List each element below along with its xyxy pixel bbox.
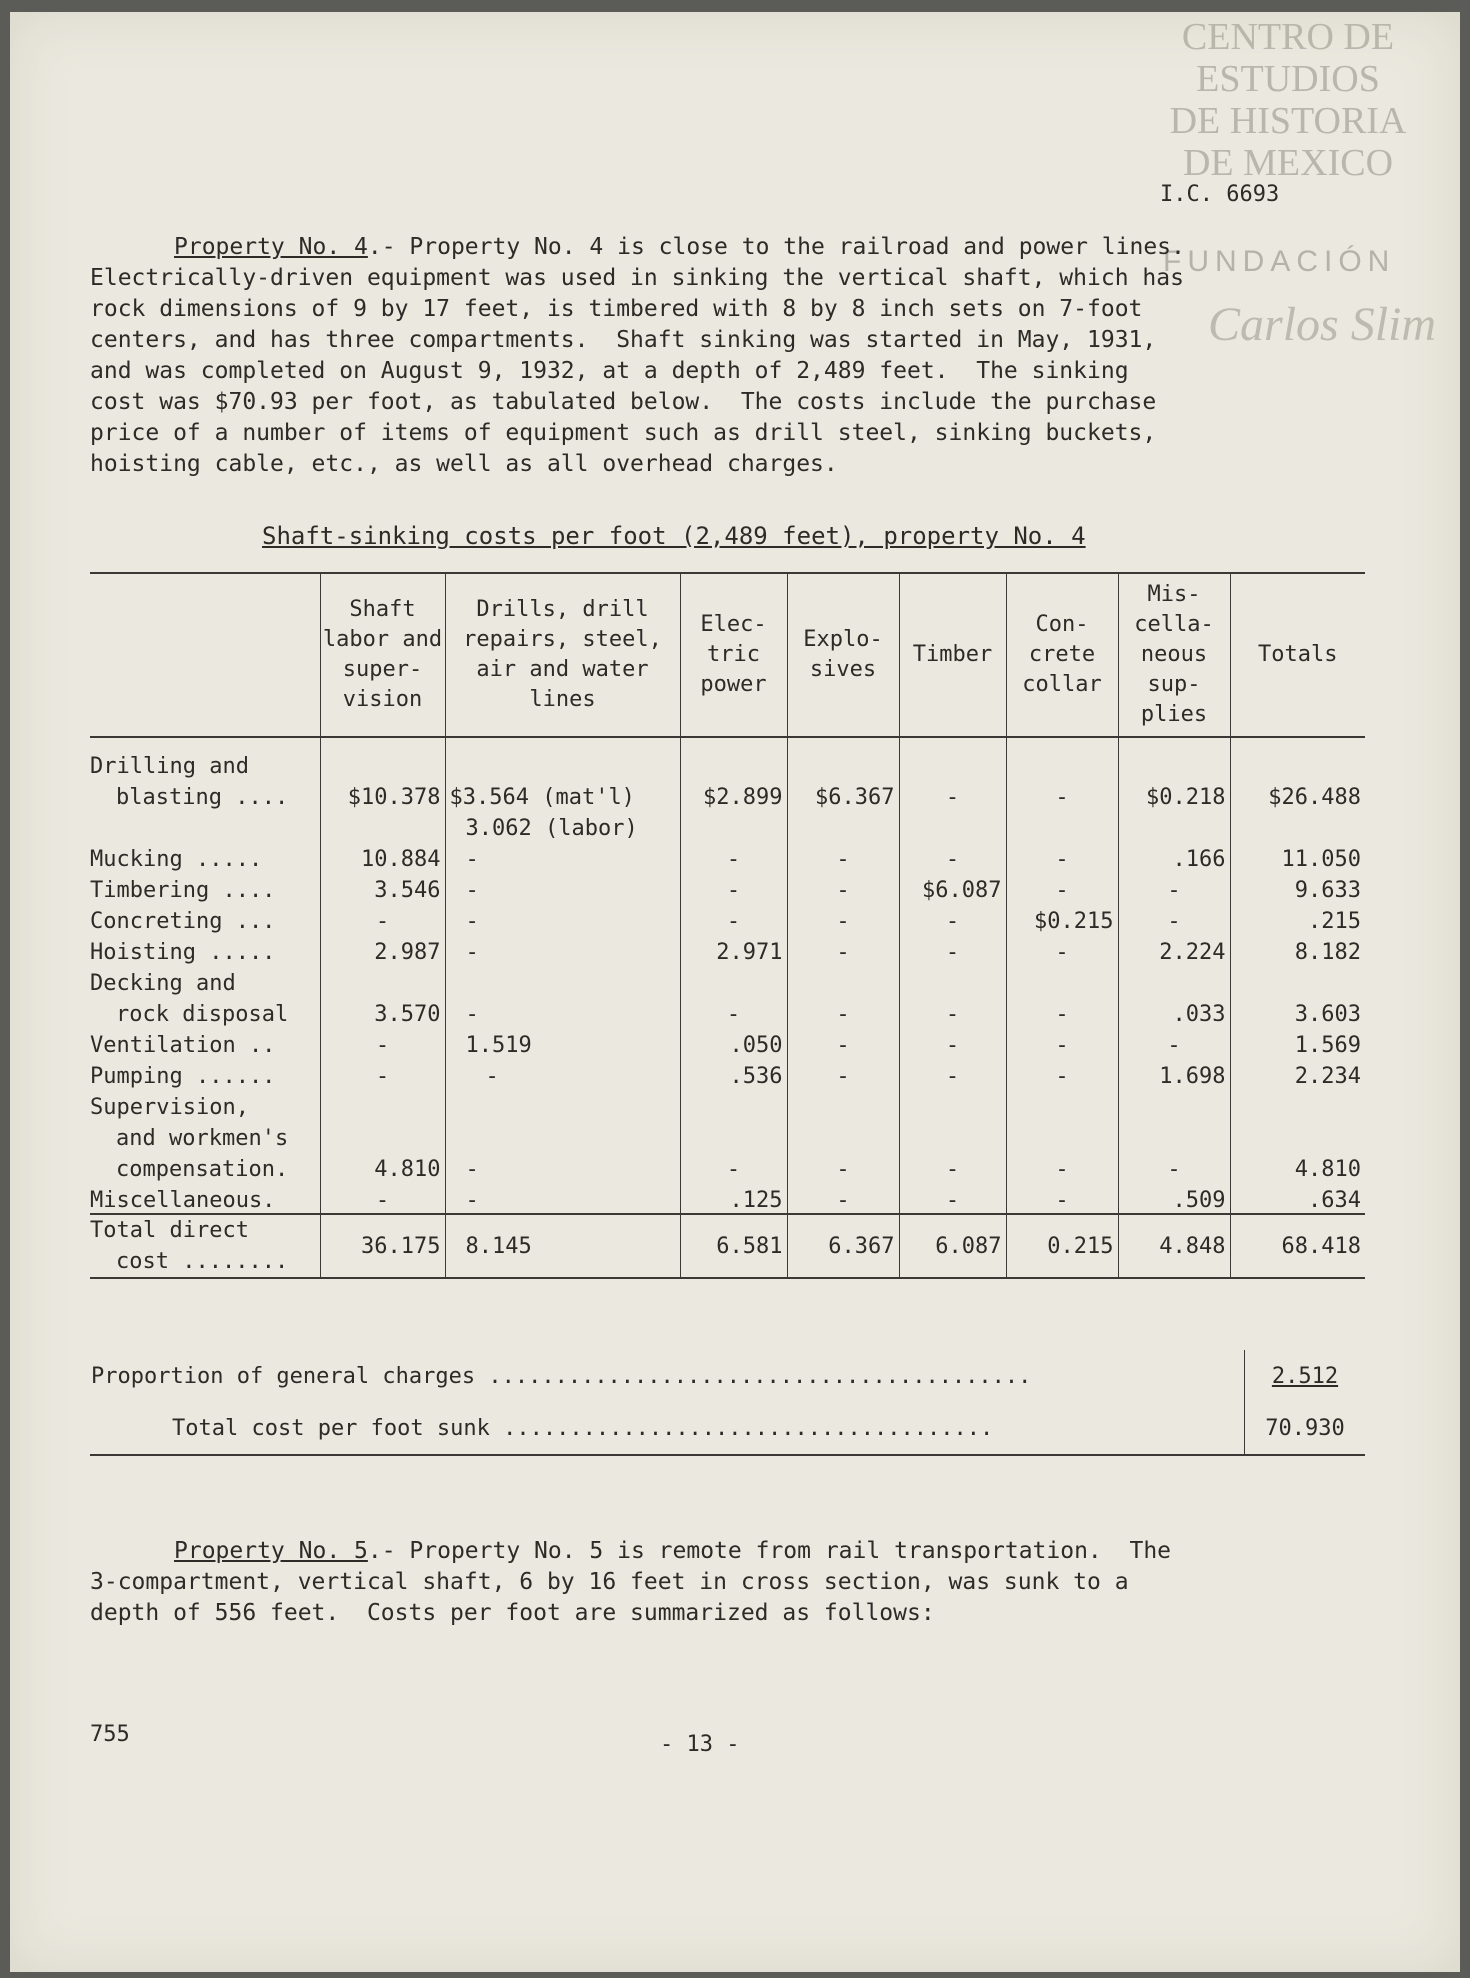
table-cell: - [680,872,787,903]
row-label: Hoisting ..... [90,940,276,965]
table-cell: 8.182 [1230,934,1365,965]
row-label-text: cost ........ [116,1249,289,1274]
column-header: Shaft labor and super-vision [320,573,445,737]
table-cell: 3.546 [320,872,445,903]
paragraph-line-text: .- Property No. 4 is close to the railroad and power lines. [367,234,1185,260]
page-number: - 13 - [660,1732,740,1757]
table-cell: - [320,903,445,934]
paragraph-line [90,1536,1400,1567]
paragraph-line-text: .- Property No. 5 is remote from rail transportation. The [367,1538,1172,1564]
total-cost-row [90,1402,1365,1455]
table-cell: 4.848 [1118,1214,1230,1278]
table-cell: - [1118,1151,1230,1182]
cost-table [90,572,1365,1279]
row-label: Mucking ..... [90,847,263,872]
stamp-line: DE MEXICO [1182,142,1394,184]
table-cell: - [899,1027,1006,1058]
table-cell: - [445,1058,680,1089]
table-cell: $6.087 [899,872,1006,903]
table-cell: - [445,996,680,1027]
row-label-text: rock disposal [116,1002,289,1027]
summary-value [1245,1350,1366,1402]
table-row [90,903,1365,934]
table-row [90,1027,1365,1058]
row-label: Ventilation .. [90,1033,276,1058]
stamp-signature: Carlos Slim [1208,298,1437,351]
paragraph-line: centers, and has three compartments. Shaft sinking was started in May, 1931, [90,327,1157,353]
table-cell: 68.418 [1230,1214,1365,1278]
table-cell: 0.215 [1006,1214,1118,1278]
row-label-text: Total direct [90,1218,249,1243]
table-cell: - [899,779,1006,810]
table-cell: .634 [1230,1182,1365,1214]
table-cell: - [787,1182,899,1214]
table-cell: - [445,872,680,903]
table-cell: - [899,841,1006,872]
table-cell: - [787,1151,899,1182]
table-cell: - [787,903,899,934]
row-label-text: and workmen's [116,1126,289,1151]
table-cell: - [320,1058,445,1089]
table-cell: 4.810 [320,1151,445,1182]
table-cell: 1.519 [445,1027,680,1058]
table-cell: - [1006,841,1118,872]
table-cell: - [445,1151,680,1182]
document-page [10,12,1460,1972]
paragraph-line: and was completed on August 9, 1932, at a depth of 2,489 feet. The sinking [90,358,1129,384]
row-label: Decking and [90,971,236,996]
table-cell: - [680,903,787,934]
table-cell: - [1006,1027,1118,1058]
row-label-text: blasting .... [116,785,289,810]
column-header: Totals [1230,573,1365,737]
table-cell: - [445,934,680,965]
stamp-line: CENTRO DE [1181,16,1395,58]
row-label [90,996,320,1027]
stamp-subtitle: FUNDACIÓN [1163,245,1396,278]
column-header: Timber [899,573,1006,737]
table-cell: - [1118,872,1230,903]
row-label: Concreting ... [90,909,276,934]
table-cell: 2.971 [680,934,787,965]
table-row [90,779,1365,810]
table-cell: 2.234 [1230,1058,1365,1089]
table-cell: .166 [1118,841,1230,872]
table-row [90,1089,1365,1120]
table-cell: - [445,841,680,872]
table-cell: - [680,1151,787,1182]
table-cell: - [899,1151,1006,1182]
table-cell: 3.570 [320,996,445,1027]
table-cell: $6.367 [787,779,899,810]
table-cell: - [1118,1027,1230,1058]
paragraph-line: rock dimensions of 9 by 17 feet, is timbered with 8 by 8 inch sets on 7-foot [90,296,1143,322]
general-charges-row [90,1350,1365,1402]
row-label [90,1151,320,1182]
paragraph-line [90,232,1400,263]
table-cell: - [899,934,1006,965]
paragraph-line: cost was $70.93 per foot, as tabulated below. The costs include the purchase [90,389,1157,415]
table-cell: 8.145 [445,1214,680,1278]
table-cell: .125 [680,1182,787,1214]
summary-table [90,1350,1365,1456]
document-code: I.C. 6693 [1160,182,1280,207]
paragraph-line: 3-compartment, vertical shaft, 6 by 16 feet in cross section, was sunk to a [90,1569,1129,1595]
table-cell: - [680,996,787,1027]
summary-label: Total cost per foot sunk ..................................... [90,1402,1245,1455]
table-cell: - [1006,934,1118,965]
table-cell: .050 [680,1027,787,1058]
table-row [90,748,1365,779]
table-cell: - [899,903,1006,934]
table-cell: - [445,1182,680,1214]
table-cell: 3.603 [1230,996,1365,1027]
table-cell: $3.564 (mat'l) [445,779,680,810]
table-cell: .033 [1118,996,1230,1027]
property-5-heading: Property No. 5 [174,1538,368,1564]
row-label: Miscellaneous. [90,1188,276,1213]
property-5-paragraph [90,1536,1400,1629]
property-4-heading: Property No. 4 [174,234,368,260]
table-row [90,1151,1365,1182]
table-header-row [90,573,1365,737]
table-cell: 6.581 [680,1214,787,1278]
row-label: Pumping ...... [90,1064,276,1089]
table-row [90,965,1365,996]
table-cell: .509 [1118,1182,1230,1214]
column-header: Con-crete collar [1006,573,1118,737]
table-row [90,841,1365,872]
stamp-line: DE HISTORIA [1169,100,1407,142]
table-cell: 9.633 [1230,872,1365,903]
table-cell: - [1006,872,1118,903]
table-cell: - [787,1027,899,1058]
table-cell: 6.367 [787,1214,899,1278]
table-cell: 10.884 [320,841,445,872]
table-cell: $2.899 [680,779,787,810]
table-cell: - [445,903,680,934]
column-header: Explo-sives [787,573,899,737]
row-label-text: compensation. [116,1157,289,1182]
summary-value-text: 2.512 [1271,1363,1339,1389]
row-label: Timbering .... [90,878,276,903]
table-cell: $26.488 [1230,779,1365,810]
summary-value: 70.930 [1245,1402,1366,1455]
column-header: Mis-cella-neous sup-plies [1118,573,1230,737]
table-cell: - [1006,779,1118,810]
table-cell: - [1006,996,1118,1027]
table-row [90,1182,1365,1214]
summary-label: Proportion of general charges ......................................... [91,1363,1032,1389]
column-header: Drills, drill repairs, steel, air and water lines [445,573,680,737]
table-cell: 2.987 [320,934,445,965]
table-cell: - [787,841,899,872]
table-cell: - [1118,903,1230,934]
table-cell: - [1006,1058,1118,1089]
paragraph-line: Electrically-driven equipment was used in sinking the vertical shaft, which has [90,265,1184,291]
table-cell: 3.062 (labor) [445,810,680,841]
table-cell: .215 [1230,903,1365,934]
table-cell: $0.218 [1118,779,1230,810]
column-header [90,573,320,737]
row-label: Supervision, [90,1095,249,1120]
row-label [90,1120,320,1151]
table-cell: - [787,1058,899,1089]
table-cell: - [320,1182,445,1214]
table-cell: 1.698 [1118,1058,1230,1089]
total-row [90,1214,1365,1278]
table-cell: - [1006,1151,1118,1182]
table-row [90,934,1365,965]
property-4-paragraph [90,232,1400,480]
stamp-line: ESTUDIOS [1196,58,1380,100]
table-row [90,1058,1365,1089]
table-row [90,996,1365,1027]
row-label: Drilling and [90,754,249,779]
table-row [90,810,1365,841]
document-number: 755 [90,1722,130,1747]
table-cell: 11.050 [1230,841,1365,872]
table-cell: - [320,1027,445,1058]
row-label [90,779,320,810]
table-cell: - [899,996,1006,1027]
table-cell: $10.378 [320,779,445,810]
table-cell: 6.087 [899,1214,1006,1278]
table-row [90,872,1365,903]
table-cell: 4.810 [1230,1151,1365,1182]
paragraph-line: depth of 556 feet. Costs per foot are summarized as follows: [90,1600,935,1626]
table-cell: - [680,841,787,872]
paragraph-line: hoisting cable, etc., as well as all overhead charges. [90,451,838,477]
table-title: Shaft-sinking costs per foot (2,489 feet), property No. 4 [262,522,1086,550]
table-cell: - [787,996,899,1027]
table-cell: - [787,872,899,903]
table-cell: $0.215 [1006,903,1118,934]
table-cell: 36.175 [320,1214,445,1278]
table-cell: - [899,1182,1006,1214]
row-label [90,1214,320,1278]
table-cell: - [899,1058,1006,1089]
table-cell: .536 [680,1058,787,1089]
column-header: Elec-tric power [680,573,787,737]
table-cell: 1.569 [1230,1027,1365,1058]
table-cell: 2.224 [1118,934,1230,965]
table-row [90,1120,1365,1151]
table-cell: - [1006,1182,1118,1214]
paragraph-line: price of a number of items of equipment such as drill steel, sinking buckets, [90,420,1157,446]
table-cell: - [787,934,899,965]
